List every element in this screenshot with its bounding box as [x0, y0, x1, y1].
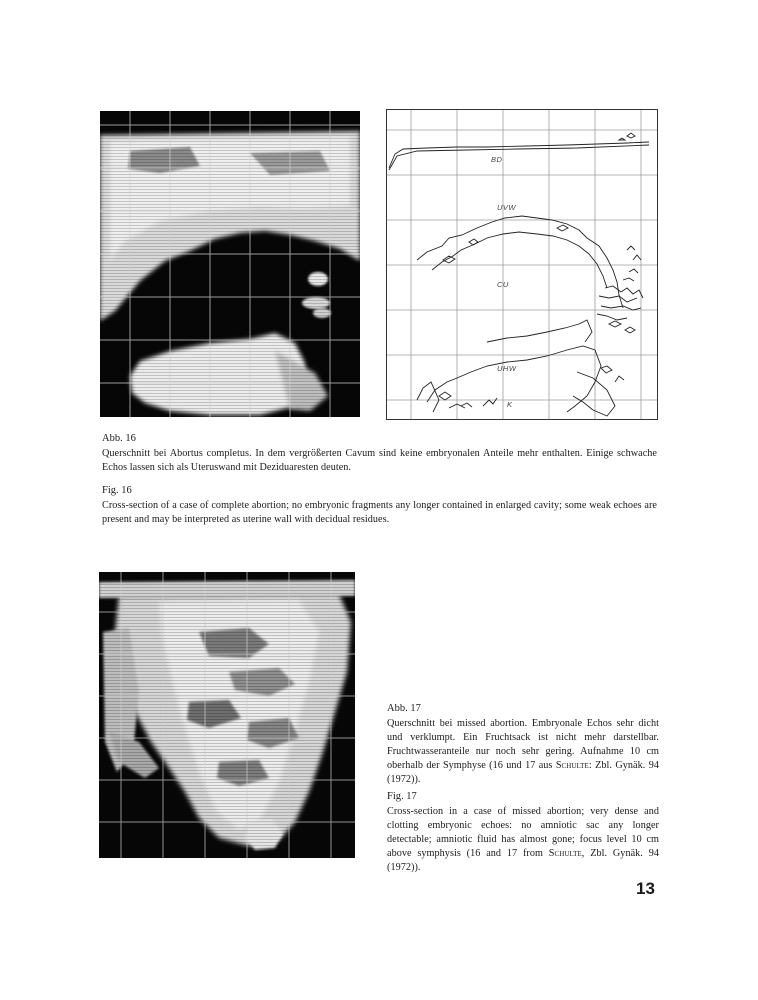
diagram-label-bd: BD — [491, 155, 503, 164]
fig17-label-en: Fig. 17 — [387, 791, 417, 802]
diagram-label-uvw: UVW — [497, 203, 516, 212]
diagram-label-k: K — [507, 400, 513, 409]
fig17-author-en: Schulte — [548, 848, 582, 859]
fig16-outline-diagram — [386, 109, 658, 420]
fig16-text-de: Querschnitt bei Abortus completus. In dem vergrößerten Cavum sind keine embryonalen Anteile mehr enthalten. Einige schwache Echos lassen sich als Uteruswand mit Deziduaresten deuten. — [102, 448, 657, 473]
fig16-ultrasound-image — [100, 111, 360, 417]
fig16-label-en: Fig. 16 — [102, 485, 132, 496]
fig16-label-de: Abb. 16 — [102, 433, 136, 444]
fig16-caption-en — [102, 484, 657, 527]
fig17-caption-de — [387, 702, 659, 787]
diagram-label-uhw: UHW — [497, 364, 517, 373]
fig17-ultrasound-image — [99, 572, 355, 858]
fig16-text-en: Cross-section of a case of complete abortion; no embryonic fragments any longer contained in enlarged cavity; some weak echoes are present and may be interpreted as uterine wall with decidual residues. — [102, 500, 657, 525]
fig17-text-de — [387, 717, 659, 787]
fig17-label-de: Abb. 17 — [387, 703, 421, 714]
fig17-text-de-part2: : Zbl. Gynäk. 94 (1972)). — [387, 760, 659, 785]
fig17-text-de-part1: Querschnitt bei missed abortion. Embryonale Echos sehr dicht und verklumpt. Ein Fruchtsack ist nicht mehr darstellbar. Fruchtwasseranteile nur noch sehr gering. Aufnahme 10 cm oberhalb der Symphyse (16 und 17 aus — [387, 718, 659, 771]
fig17-text-en — [387, 805, 659, 875]
diagram-label-cu: CU — [497, 280, 509, 289]
fig17-caption-en — [387, 790, 659, 875]
fig16-caption-de — [102, 432, 657, 475]
page-number: 13 — [636, 879, 655, 898]
fig17-author-de: Schulte — [555, 760, 589, 771]
fig17-scan-graphic — [99, 572, 355, 858]
fig17-text-en-part1: Cross-section in a case of missed abortion; very dense and clotting embryonic echoes: no amniotic sac any longer detectable; amniotic fluid has almost gone; focus level 10 cm above symphysis (16 and 17 from — [387, 806, 659, 859]
fig16-scan-graphic — [100, 111, 360, 417]
fig17-text-en-part2: , Zbl. Gynäk. 94 (1972)). — [387, 848, 659, 873]
fig16-diagram-graphic — [387, 110, 657, 419]
